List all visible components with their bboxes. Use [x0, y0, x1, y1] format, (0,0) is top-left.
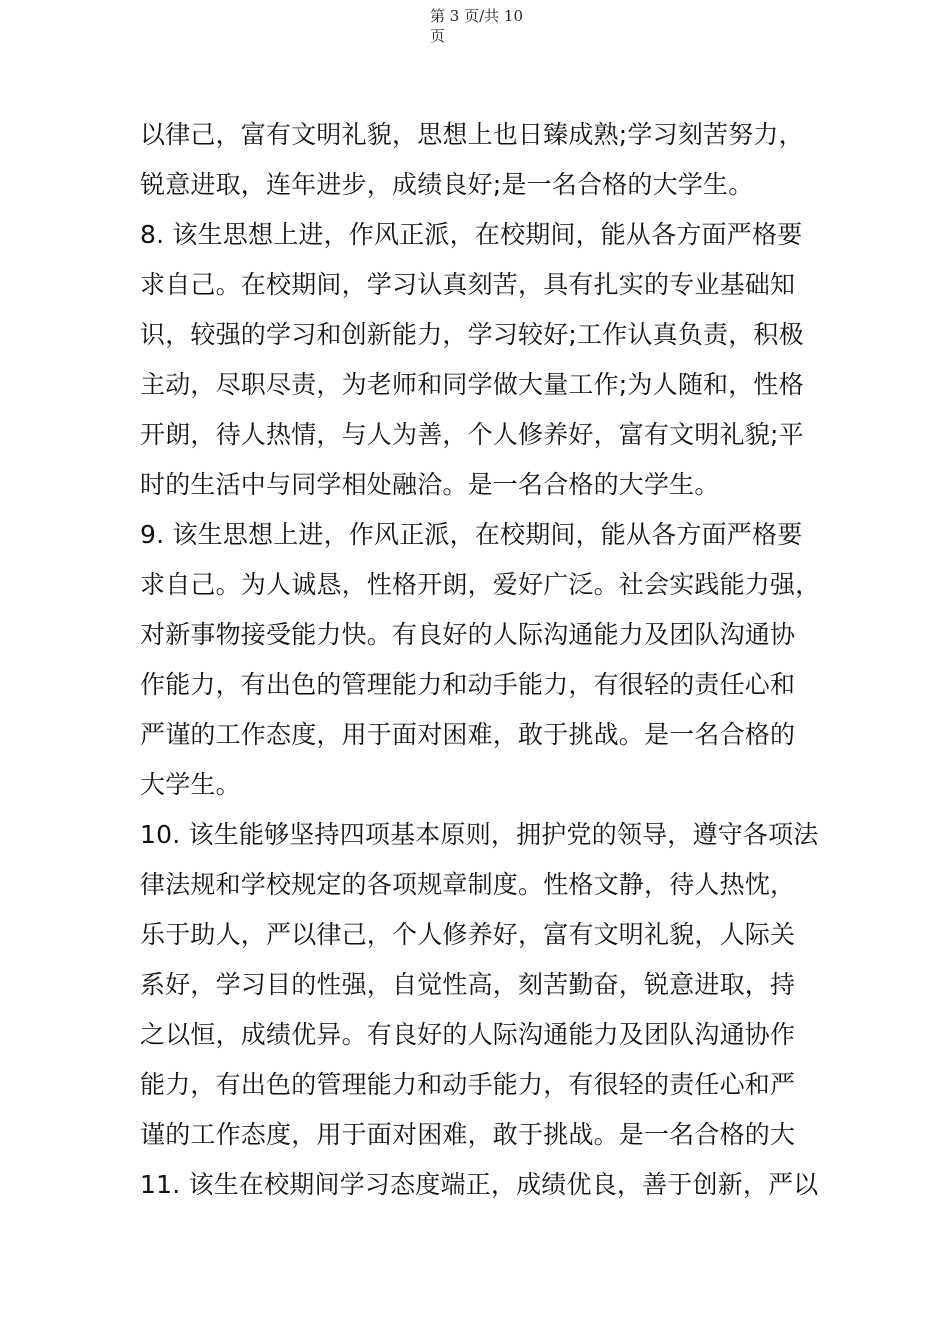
text-line: 能力，有出色的管理能力和动手能力，有很轻的责任心和严 [140, 1070, 796, 1099]
document-body [140, 110, 840, 1210]
text-line: 识，较强的学习和创新能力，学习较好;工作认真负责，积极 [140, 320, 804, 349]
text-line: 以律己，富有文明礼貌，思想上也日臻成熟;学习刻苦努力， [140, 120, 804, 149]
text-line: 求自己。在校期间，学习认真刻苦，具有扎实的专业基础知 [140, 270, 796, 299]
text-line: 谨的工作态度，用于面对困难，敢于挑战。是一名合格的大 [140, 1120, 796, 1149]
text-line: 9. 该生思想上进，作风正派，在校期间，能从各方面严格要 [140, 520, 803, 549]
text-line: 律法规和学校规定的各项规章制度。性格文静，待人热忱， [140, 870, 796, 899]
text-line: 开朗，待人热情，与人为善，个人修养好，富有文明礼貌;平 [140, 420, 804, 449]
text-line: 锐意进取，连年进步，成绩良好;是一名合格的大学生。 [140, 170, 754, 199]
page-indicator-line-1: 第 3 页/共 10 [430, 7, 523, 25]
text-line: 主动，尽职尽责，为老师和同学做大量工作;为人随和，性格 [140, 370, 804, 399]
text-line: 10. 该生能够坚持四项基本原则，拥护党的领导，遵守各项法 [140, 820, 819, 849]
text-line: 之以恒，成绩优异。有良好的人际沟通能力及团队沟通协作 [140, 1020, 796, 1049]
page-indicator [430, 6, 550, 46]
text-line: 对新事物接受能力快。有良好的人际沟通能力及团队沟通协 [140, 620, 796, 649]
text-line: 系好，学习目的性强，自觉性高，刻苦勤奋，锐意进取，持 [140, 970, 796, 999]
text-line: 11. 该生在校期间学习态度端正，成绩优良，善于创新，严以 [140, 1170, 819, 1199]
text-line: 时的生活中与同学相处融洽。是一名合格的大学生。 [140, 470, 720, 499]
page-indicator-line-2: 页 [430, 27, 446, 45]
text-line: 8. 该生思想上进，作风正派，在校期间，能从各方面严格要 [140, 220, 803, 249]
text-line: 大学生。 [140, 770, 241, 799]
text-line: 作能力，有出色的管理能力和动手能力，有很轻的责任心和 [140, 670, 796, 699]
text-line: 乐于助人，严以律己，个人修养好，富有文明礼貌，人际关 [140, 920, 796, 949]
text-line: 严谨的工作态度，用于面对困难，敢于挑战。是一名合格的 [140, 720, 796, 749]
text-line: 求自己。为人诚恳，性格开朗，爱好广泛。社会实践能力强， [140, 570, 821, 599]
